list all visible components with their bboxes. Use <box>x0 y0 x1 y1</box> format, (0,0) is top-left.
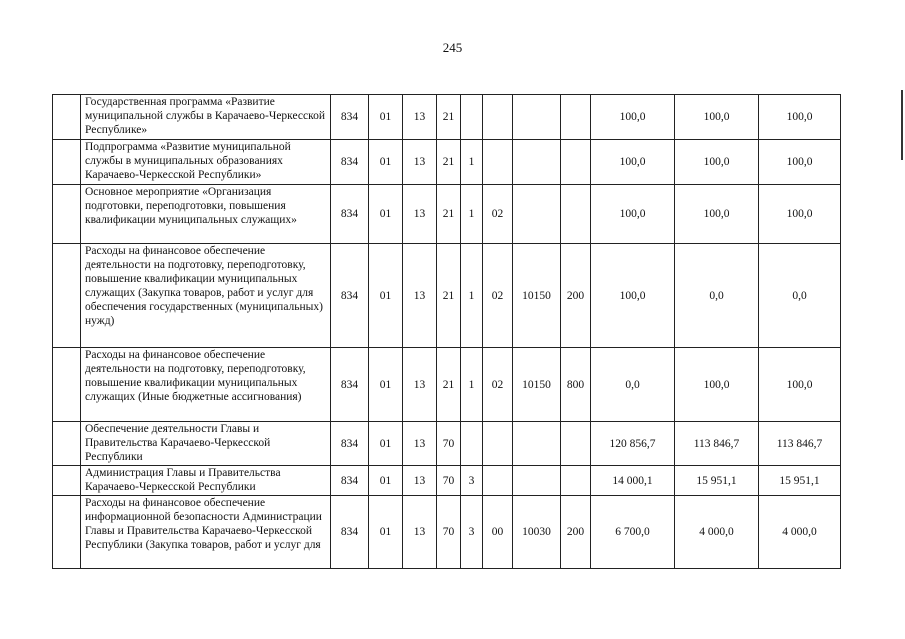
amount-year-3: 100,0 <box>759 95 841 140</box>
amount-year-3: 100,0 <box>759 140 841 185</box>
row-index-cell <box>53 496 81 569</box>
code-section: 01 <box>369 466 403 496</box>
code-program: 70 <box>437 466 461 496</box>
code-subprogram: 1 <box>461 185 483 244</box>
code-subprogram: 3 <box>461 466 483 496</box>
code-subprogram: 3 <box>461 496 483 569</box>
code-activity: 02 <box>483 185 513 244</box>
code-section: 01 <box>369 185 403 244</box>
code-direction: 10030 <box>513 496 561 569</box>
amount-year-1: 6 700,0 <box>591 496 675 569</box>
item-name: Обеспечение деятельности Главы и Правительства Карачаево-Черкесской Республики <box>81 422 331 466</box>
amount-year-2: 100,0 <box>675 95 759 140</box>
code-section: 01 <box>369 348 403 422</box>
amount-year-3: 15 951,1 <box>759 466 841 496</box>
row-index-cell <box>53 140 81 185</box>
amount-year-1: 100,0 <box>591 140 675 185</box>
code-direction <box>513 422 561 466</box>
page-number: 245 <box>442 40 463 55</box>
code-subsection: 13 <box>403 422 437 466</box>
table-row <box>53 466 841 496</box>
item-name: Основное мероприятие «Организация подготовки, переподготовки, повышения квалификации муниципальных служащих» <box>81 185 331 244</box>
code-expense-type <box>561 422 591 466</box>
item-name: Расходы на финансовое обеспечение деятельности на подготовку, переподготовку, повышение квалификации муниципальных служащих (Иные бюджетные ассигнования) <box>81 348 331 422</box>
code-subsection: 13 <box>403 185 437 244</box>
code-program: 21 <box>437 185 461 244</box>
code-program: 21 <box>437 348 461 422</box>
amount-year-1: 0,0 <box>591 348 675 422</box>
code-subprogram <box>461 95 483 140</box>
code-expense-type: 800 <box>561 348 591 422</box>
code-section: 01 <box>369 422 403 466</box>
row-index-cell <box>53 185 81 244</box>
row-index-cell <box>53 348 81 422</box>
code-direction <box>513 466 561 496</box>
amount-year-3: 0,0 <box>759 244 841 348</box>
scan-edge-mark <box>901 90 903 160</box>
code-ministry: 834 <box>331 244 369 348</box>
code-ministry: 834 <box>331 422 369 466</box>
amount-year-2: 100,0 <box>675 140 759 185</box>
row-index-cell <box>53 422 81 466</box>
code-ministry: 834 <box>331 185 369 244</box>
item-name: Расходы на финансовое обеспечение деятельности на подготовку, переподготовку, повышение квалификации муниципальных служащих (Закупка товаров, работ и услуг для обеспечения государственных (муниципальных) нужд) <box>81 244 331 348</box>
code-direction <box>513 185 561 244</box>
code-subprogram: 1 <box>461 244 483 348</box>
amount-year-2: 100,0 <box>675 185 759 244</box>
item-name: Расходы на финансовое обеспечение информационной безопасности Администрации Главы и Правительства Карачаево-Черкесской Республики (Закупка товаров, работ и услуг для <box>81 496 331 569</box>
code-ministry: 834 <box>331 140 369 185</box>
row-index-cell <box>53 466 81 496</box>
code-subprogram <box>461 422 483 466</box>
code-subsection: 13 <box>403 244 437 348</box>
code-section: 01 <box>369 244 403 348</box>
amount-year-1: 100,0 <box>591 95 675 140</box>
code-section: 01 <box>369 496 403 569</box>
code-activity <box>483 422 513 466</box>
item-name: Государственная программа «Развитие муниципальной службы в Карачаево-Черкесской Республике» <box>81 95 331 140</box>
code-subsection: 13 <box>403 140 437 185</box>
amount-year-3: 113 846,7 <box>759 422 841 466</box>
code-program: 21 <box>437 244 461 348</box>
amount-year-1: 14 000,1 <box>591 466 675 496</box>
code-subsection: 13 <box>403 466 437 496</box>
code-program: 70 <box>437 496 461 569</box>
amount-year-3: 100,0 <box>759 185 841 244</box>
amount-year-3: 4 000,0 <box>759 496 841 569</box>
code-section: 01 <box>369 95 403 140</box>
table-row <box>53 95 841 140</box>
amount-year-2: 4 000,0 <box>675 496 759 569</box>
table-row <box>53 496 841 569</box>
table-row <box>53 140 841 185</box>
code-subprogram: 1 <box>461 140 483 185</box>
table-row <box>53 422 841 466</box>
code-subsection: 13 <box>403 348 437 422</box>
amount-year-2: 0,0 <box>675 244 759 348</box>
amount-year-2: 113 846,7 <box>675 422 759 466</box>
code-section: 01 <box>369 140 403 185</box>
code-activity <box>483 95 513 140</box>
code-subprogram: 1 <box>461 348 483 422</box>
code-expense-type <box>561 95 591 140</box>
budget-table <box>52 94 841 569</box>
amount-year-1: 120 856,7 <box>591 422 675 466</box>
amount-year-1: 100,0 <box>591 244 675 348</box>
code-expense-type <box>561 466 591 496</box>
code-program: 21 <box>437 95 461 140</box>
code-direction <box>513 95 561 140</box>
amount-year-1: 100,0 <box>591 185 675 244</box>
code-subsection: 13 <box>403 95 437 140</box>
code-activity <box>483 466 513 496</box>
code-expense-type: 200 <box>561 496 591 569</box>
row-index-cell <box>53 244 81 348</box>
code-ministry: 834 <box>331 496 369 569</box>
row-index-cell <box>53 95 81 140</box>
item-name: Подпрограмма «Развитие муниципальной службы в муниципальных образованиях Карачаево-Черкесской Республики» <box>81 140 331 185</box>
code-program: 70 <box>437 422 461 466</box>
code-program: 21 <box>437 140 461 185</box>
code-ministry: 834 <box>331 348 369 422</box>
code-ministry: 834 <box>331 466 369 496</box>
code-expense-type: 200 <box>561 244 591 348</box>
code-expense-type <box>561 185 591 244</box>
code-direction: 10150 <box>513 348 561 422</box>
amount-year-2: 100,0 <box>675 348 759 422</box>
table-row <box>53 244 841 348</box>
code-subsection: 13 <box>403 496 437 569</box>
code-ministry: 834 <box>331 95 369 140</box>
item-name: Администрация Главы и Правительства Карачаево-Черкесской Республики <box>81 466 331 496</box>
table-row <box>53 185 841 244</box>
code-direction <box>513 140 561 185</box>
amount-year-3: 100,0 <box>759 348 841 422</box>
code-activity: 02 <box>483 244 513 348</box>
code-activity: 00 <box>483 496 513 569</box>
code-activity <box>483 140 513 185</box>
code-direction: 10150 <box>513 244 561 348</box>
amount-year-2: 15 951,1 <box>675 466 759 496</box>
code-expense-type <box>561 140 591 185</box>
table-row <box>53 348 841 422</box>
code-activity: 02 <box>483 348 513 422</box>
